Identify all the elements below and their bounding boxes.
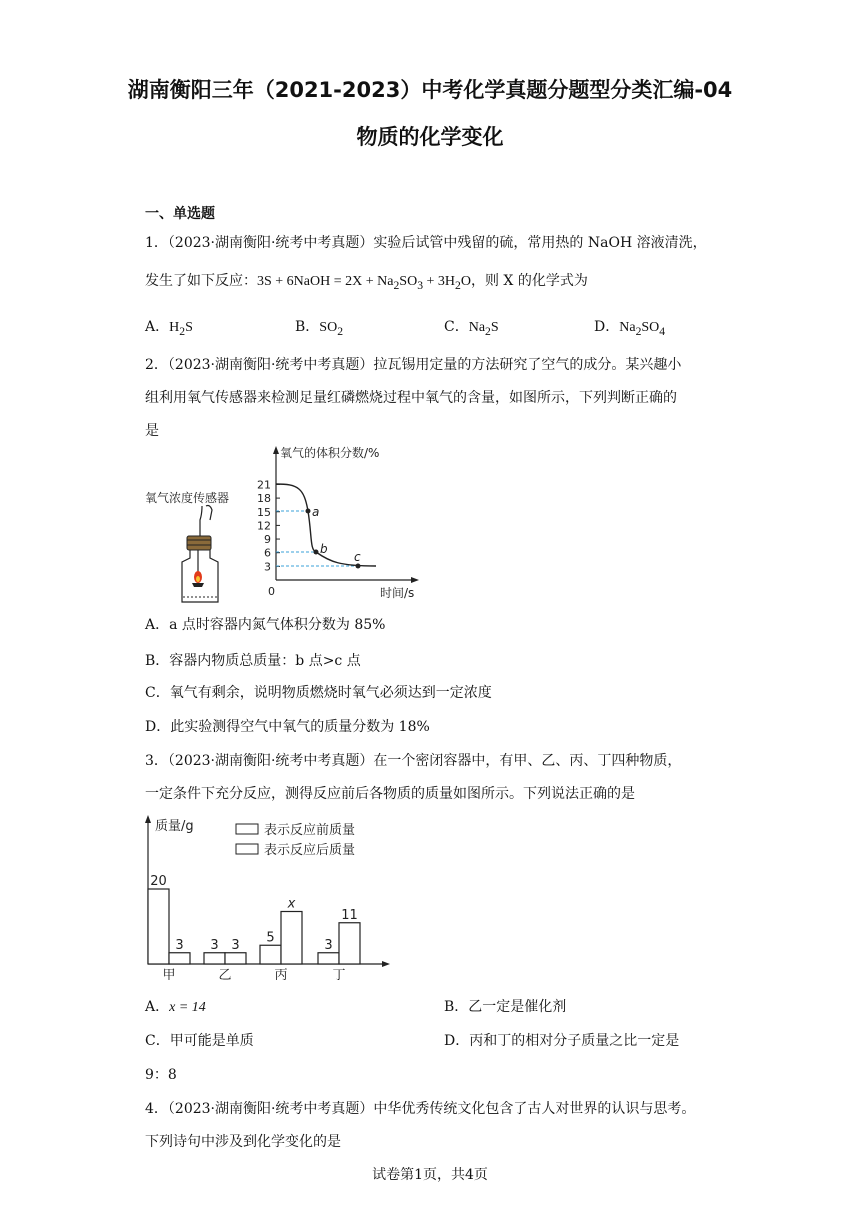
bar-value-label: 3 bbox=[231, 937, 240, 953]
point-c-label: c bbox=[354, 550, 361, 564]
q4-line1: 4．（2023·湖南衡阳·统考中考真题）中华优秀传统文化包含了古人对世界的认识与思考。 bbox=[145, 1101, 696, 1117]
q2-line3: 是 bbox=[145, 423, 159, 439]
bar-value-label: 5 bbox=[266, 930, 275, 946]
q3-option-d[interactable]: D．丙和丁的相对分子质量之比一定是 bbox=[444, 1033, 680, 1049]
q2-option-b[interactable]: B．容器内物质总质量：b 点>c 点 bbox=[145, 653, 361, 669]
q2-line1: 2．（2023·湖南衡阳·统考中考真题）拉瓦锡用定量的方法研究了空气的成分。某兴趣小 bbox=[145, 357, 682, 373]
q3-option-d-cont: 9：8 bbox=[145, 1067, 177, 1083]
bar-before bbox=[148, 889, 169, 964]
bar-value-label: 3 bbox=[175, 937, 184, 953]
ytick-label: 21 bbox=[257, 478, 271, 492]
ytick-label: 6 bbox=[264, 546, 271, 560]
q3-option-b[interactable]: B．乙一定是催化剂 bbox=[444, 999, 567, 1015]
bar-value-label: 3 bbox=[210, 937, 219, 953]
sensor-label: 氧气浓度传感器 bbox=[145, 491, 230, 505]
legend-after-swatch bbox=[236, 844, 258, 854]
bottle-stopper bbox=[187, 536, 211, 550]
page-footer: 试卷第1页，共4页 bbox=[372, 1167, 488, 1183]
ytick-label: 15 bbox=[257, 505, 271, 519]
category-label: 乙 bbox=[218, 968, 232, 980]
q1-option-c[interactable]: C．$Na_2S$ bbox=[444, 319, 499, 338]
bar-after bbox=[339, 923, 360, 964]
category-label: 甲 bbox=[162, 968, 176, 980]
x-axis-label: 时间/s bbox=[380, 586, 415, 600]
q1-option-d[interactable]: D．$Na_2SO_4$ bbox=[594, 319, 666, 338]
q1-option-a[interactable]: A．$H_2S$ bbox=[145, 319, 193, 338]
q2-option-c[interactable]: C．氧气有剩余，说明物质燃烧时氧气必须达到一定浓度 bbox=[145, 685, 492, 701]
category-label: 丁 bbox=[332, 968, 346, 980]
q2-option-a[interactable]: A．a 点时容器内氮气体积分数为 85% bbox=[145, 617, 386, 633]
legend-before-label: 表示反应前质量 bbox=[264, 823, 356, 838]
doc-title-line2: 物质的化学变化 bbox=[356, 125, 504, 149]
point-b bbox=[314, 550, 319, 555]
point-a bbox=[306, 509, 311, 514]
legend-after-label: 表示反应后质量 bbox=[264, 843, 356, 858]
point-b-label: b bbox=[320, 542, 328, 556]
bar-value-label: 20 bbox=[150, 874, 167, 889]
doc-title-line1: 湖南衡阳三年（2021-2023）中考化学真题分题型分类汇编-04 bbox=[127, 78, 733, 102]
bar-value-label: 11 bbox=[341, 907, 358, 923]
q2-line2: 组利用氧气传感器来检测足量红磷燃烧过程中氧气的含量，如图所示，下列判断正确的 bbox=[145, 390, 677, 406]
category-label: 丙 bbox=[274, 968, 288, 980]
bar-after bbox=[169, 953, 190, 964]
q3-line1: 3．（2023·湖南衡阳·统考中考真题）在一个密闭容器中，有甲、乙、丙、丁四种物质， bbox=[145, 753, 682, 769]
sensor-hook bbox=[206, 506, 212, 521]
q1-line2 bbox=[145, 270, 588, 292]
bar-value-label: 3 bbox=[324, 937, 333, 953]
ytick-label: 12 bbox=[257, 519, 271, 533]
origin-label: 0 bbox=[268, 585, 275, 598]
bar-before bbox=[204, 953, 225, 964]
q4-line2: 下列诗句中涉及到化学变化的是 bbox=[145, 1134, 341, 1150]
q1-line1: 1．（2023·湖南衡阳·统考中考真题）实验后试管中残留的硫，常用热的 NaOH 溶液清洗， bbox=[145, 235, 707, 251]
ytick-label: 9 bbox=[264, 533, 271, 547]
sensor-wire bbox=[200, 506, 202, 538]
q2-option-d[interactable]: D．此实验测得空气中氧气的质量分数为 18% bbox=[145, 719, 430, 735]
legend-before-swatch bbox=[236, 824, 258, 834]
q3-option-c[interactable]: C．甲可能是单质 bbox=[145, 1033, 254, 1049]
bar-after bbox=[225, 953, 246, 964]
bar-after bbox=[281, 912, 302, 965]
q1-line2-post: ，则 X 的化学式为 bbox=[470, 273, 588, 289]
point-c bbox=[356, 564, 361, 569]
point-a-label: a bbox=[312, 505, 320, 519]
q3-option-a[interactable]: A．x = 14 bbox=[145, 999, 206, 1015]
ytick-label: 18 bbox=[257, 492, 271, 506]
ytick-label: 3 bbox=[264, 560, 271, 574]
bar-before bbox=[260, 945, 281, 964]
q2-oxygen-figure bbox=[140, 440, 430, 605]
y-axis-label: 氧气的体积分数/% bbox=[280, 446, 380, 460]
q3-mass-bar-chart bbox=[140, 812, 400, 980]
q1-equation: 3S + 6NaOH = $2X + Na_2SO_3 + 3H_2O$ bbox=[257, 274, 471, 292]
bar-before bbox=[318, 953, 339, 964]
bar-value-label: x bbox=[287, 896, 296, 912]
q1-option-b[interactable]: B．$SO_2$ bbox=[295, 319, 344, 338]
bar-y-label: 质量/g bbox=[155, 819, 194, 834]
q3-line2: 一定条件下充分反应，测得反应前后各物质的质量如图所示。下列说法正确的是 bbox=[145, 786, 635, 802]
section-heading: 一、单选题 bbox=[145, 206, 215, 222]
q1-line2-pre: 发生了如下反应： bbox=[145, 273, 257, 289]
